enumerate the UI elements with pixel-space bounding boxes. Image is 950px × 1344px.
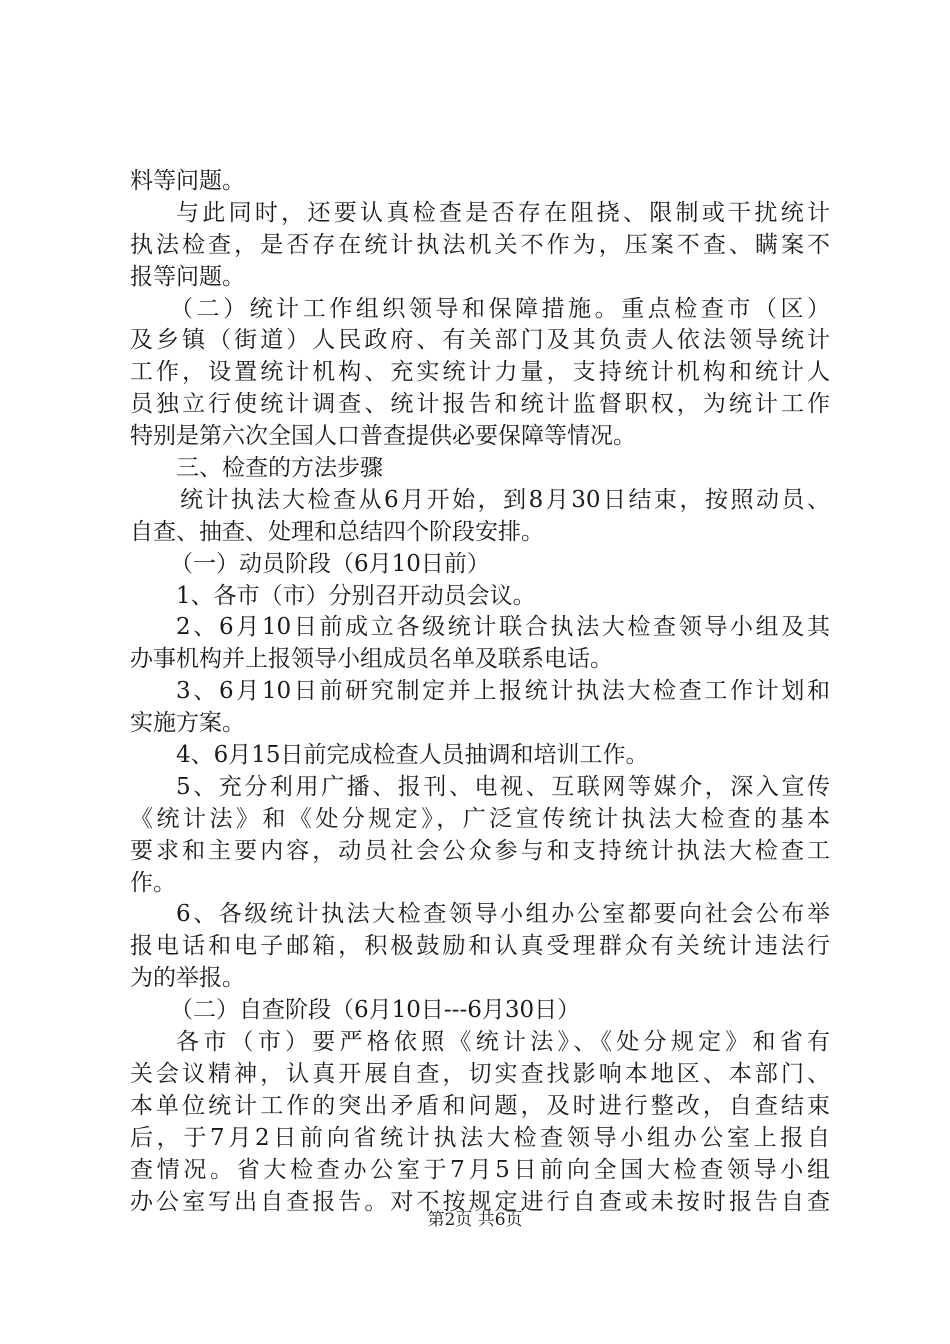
page-number-footer: 第2页 共6页 [427,1210,523,1230]
text-line: 办公室写出自查报告。对不按规定进行自查或未按时报告自查 [130,1188,830,1215]
section-heading: （一）动员阶段（6月10日前） [170,550,490,577]
text-line: 工作，设置统计机构、充实统计力量，支持统计机构和统计人 [130,359,830,386]
list-item: 4、6月15日前完成检查人员抽调和培训工作。 [176,742,649,769]
section-heading: （二）自查阶段（6月10日---6月30日） [170,997,581,1024]
text-line: 员独立行使统计调查、统计报告和统计监督职权，为统计工作 [130,391,830,418]
text-line: 查情况。省大检查办公室于7月5日前向全国大检查领导小组 [130,1156,830,1183]
list-item: 2、6月10日前成立各级统计联合执法大检查领导小组及其 [176,614,830,641]
text-line: 要求和主要内容，动员社会公众参与和支持统计执法大检查工 [130,837,830,864]
text-line: 为的举报。 [130,965,245,992]
text-line: 统计执法大检查从6月开始，到8月30日结束，按照动员、 [180,486,830,513]
document-body [130,166,830,1218]
text-line: 报等问题。 [130,263,245,290]
text-line: 料等问题。 [130,168,245,194]
text-line: 及乡镇（街道）人民政府、有关部门及其负责人依法领导统计 [130,327,830,354]
text-line: 作。 [130,869,176,896]
text-line: 《统计法》和《处分规定》，广泛宣传统计执法大检查的基本 [130,805,830,832]
section-heading: （二）统计工作组织领导和保障措施。重点检查市（区） [170,295,830,322]
text-line: 后，于7月2日前向省统计执法大检查领导小组办公室上报自 [130,1124,830,1151]
text-line: 执法检查，是否存在统计执法机关不作为，压案不查、瞒案不 [130,231,830,258]
text-line: 办事机构并上报领导小组成员名单及联系电话。 [130,646,613,673]
text-line: 本单位统计工作的突出矛盾和问题，及时进行整改，自查结束 [130,1092,830,1119]
list-item: 1、各市（市）分别召开动员会议。 [176,582,536,609]
text-line: 实施方案。 [130,710,245,737]
list-item: 5、充分利用广播、报刊、电视、互联网等媒介，深入宣传 [176,773,830,800]
list-item: 3、6月10日前研究制定并上报统计执法大检查工作计划和 [176,678,830,705]
text-line: 报电话和电子邮箱，积极鼓励和认真受理群众有关统计违法行 [130,933,830,960]
text-line: 各市（市）要严格依照《统计法》、《处分规定》和省有 [176,1029,830,1056]
section-heading: 三、检查的方法步骤 [176,455,383,482]
text-line: 与此同时，还要认真检查是否存在阻挠、限制或干扰统计 [176,199,830,226]
text-line: 特别是第六次全国人口普查提供必要保障等情况。 [130,423,636,450]
text-line: 关会议精神，认真开展自查，切实查找影响本地区、本部门、 [130,1060,830,1087]
list-item: 6、各级统计执法大检查领导小组办公室都要向社会公布举 [176,901,830,928]
text-line: 自查、抽查、处理和总结四个阶段安排。 [130,518,544,545]
